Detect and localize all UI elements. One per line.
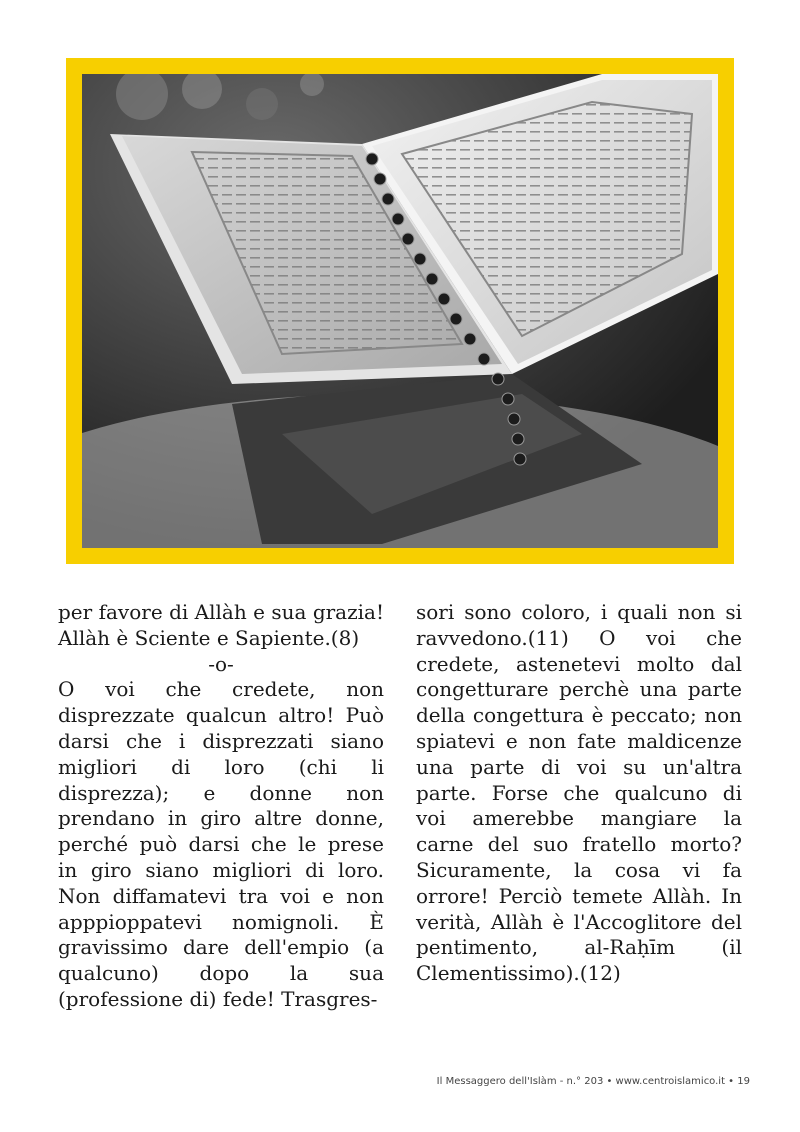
left-intro-text: per favore di Allàh e sua grazia! Allàh è Sciente e Sapiente.(8) <box>58 600 384 650</box>
right-body-text: sori sono coloro, i quali non si ravvedono.(11) O voi che credete, astenetevi molto dal congetturare perchè una parte della congettura è peccato; non spiatevi e non fate maldicenze una parte di voi su un'altra parte. Forse che qualcuno di voi amerebbe mangiare la carne del suo fratello morto? Sicuramente, la cosa vi fa orrore! Perciò temete Allàh. In verità, Allàh è l'Accoglitore del pentimento, al-Raḥīm (il Clementissimo).(12) <box>416 600 742 986</box>
photo-frame <box>66 58 734 564</box>
quran-photo <box>82 74 718 548</box>
section-separator: -o- <box>208 651 234 676</box>
page-footer: Il Messaggero dell'Islàm - n.° 203 • www.centroislamico.it • 19 <box>436 1076 750 1087</box>
left-body-text: O voi che credete, non disprezzate qualcun altro! Può darsi che i disprezzati siano migliori di loro (chi li disprezza); e donne non prendano in giro altre donne, perché può darsi che le prese in giro siano migliori di loro. Non diffamatevi tra voi e non apppioppatevi nomignoli. È gravissimo dare dell'empio (a qualcuno) dopo la sua (professione di) fede! Trasgres- <box>58 677 384 1011</box>
left-column <box>58 600 384 1013</box>
right-column <box>416 600 742 987</box>
article-columns <box>58 600 748 1060</box>
open-book-illustration <box>82 74 718 548</box>
